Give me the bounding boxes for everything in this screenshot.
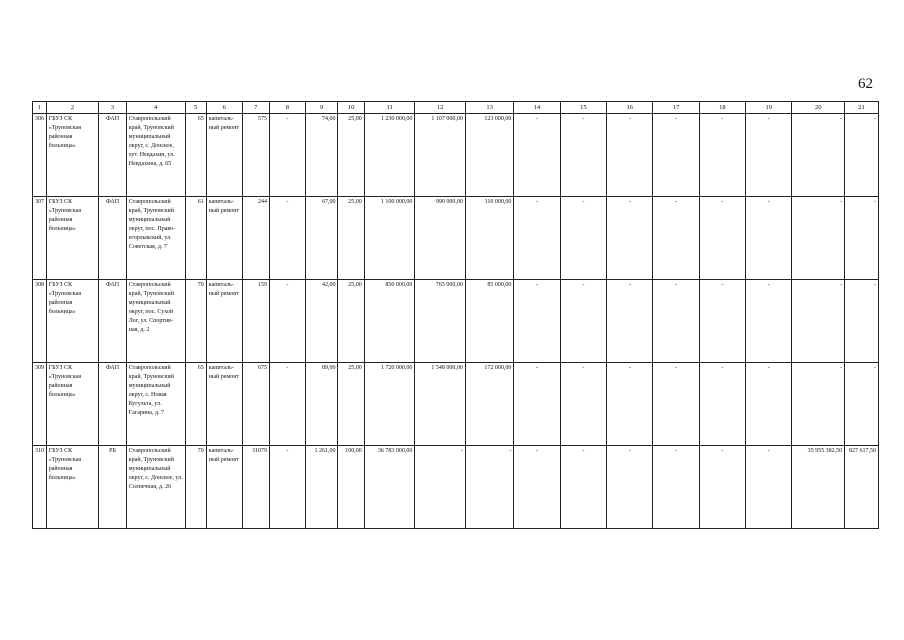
column-header: 6 xyxy=(206,102,242,114)
table-cell: - xyxy=(560,114,606,197)
table-cell: ФАП xyxy=(99,197,126,280)
table-cell: - xyxy=(699,363,745,446)
table-cell: - xyxy=(699,280,745,363)
table-cell: ФАП xyxy=(99,114,126,197)
table-cell: - xyxy=(514,197,560,280)
table-cell: - xyxy=(653,114,699,197)
table-cell: 310 xyxy=(33,446,47,529)
table-row xyxy=(33,280,879,363)
table-cell: - xyxy=(514,114,560,197)
table-cell: 765 000,00 xyxy=(415,280,466,363)
table-cell: - xyxy=(560,446,606,529)
column-header: 20 xyxy=(792,102,845,114)
table-row xyxy=(33,363,879,446)
table-cell: 70 xyxy=(185,280,206,363)
table-cell: - xyxy=(607,114,653,197)
table-cell: - xyxy=(792,197,845,280)
table-cell: - xyxy=(560,197,606,280)
column-header: 15 xyxy=(560,102,606,114)
table-cell: 65 xyxy=(185,363,206,446)
table-cell: - xyxy=(845,363,879,446)
column-header: 9 xyxy=(305,102,338,114)
table-cell: 850 000,00 xyxy=(364,280,415,363)
table-cell: - xyxy=(792,280,845,363)
table-cell: Ставропольский край, Труновский муниципальный округ, с. Новая Кугульта, ул. Гагарина, д. 7 xyxy=(126,363,185,446)
table-cell: - xyxy=(270,280,306,363)
table-cell: 308 xyxy=(33,280,47,363)
table-cell: - xyxy=(514,280,560,363)
table-cell: Ставропольский край, Труновский муниципальный округ, пос. Право-егорлыкский, ул. Советская, д. 7 xyxy=(126,197,185,280)
table-cell: 990 000,00 xyxy=(415,197,466,280)
table-cell: - xyxy=(699,446,745,529)
table-cell: 85 000,00 xyxy=(465,280,513,363)
table-cell: 70 xyxy=(185,446,206,529)
column-header: 5 xyxy=(185,102,206,114)
table-cell: 31079 xyxy=(242,446,269,529)
table-cell: - xyxy=(746,114,792,197)
table-cell: 25,00 xyxy=(338,114,364,197)
table-cell: капиталь-ный ремонт xyxy=(206,197,242,280)
column-header: 16 xyxy=(607,102,653,114)
table-cell: ГБУЗ СК «Труновская районная больница» xyxy=(46,446,99,529)
table-cell: ГБУЗ СК «Труновская районная больница» xyxy=(46,363,99,446)
table-cell: 65 xyxy=(185,114,206,197)
column-header: 10 xyxy=(338,102,364,114)
table-cell: - xyxy=(270,114,306,197)
table-cell: 827 617,50 xyxy=(845,446,879,529)
table-cell: - xyxy=(270,363,306,446)
column-header: 13 xyxy=(465,102,513,114)
table-cell: - xyxy=(607,280,653,363)
table-cell: капиталь-ный ремонт xyxy=(206,114,242,197)
table-row xyxy=(33,114,879,197)
table-cell: - xyxy=(270,446,306,529)
table-cell: - xyxy=(270,197,306,280)
column-header: 14 xyxy=(514,102,560,114)
table-cell: РБ xyxy=(99,446,126,529)
table-cell: ФАП xyxy=(99,363,126,446)
column-header: 17 xyxy=(653,102,699,114)
table-cell: 35 955 382,50 xyxy=(792,446,845,529)
page-number: 62 xyxy=(858,76,873,92)
table-cell: - xyxy=(845,197,879,280)
table-row xyxy=(33,446,879,529)
header-row xyxy=(33,102,879,114)
column-header: 7 xyxy=(242,102,269,114)
table-cell: - xyxy=(514,446,560,529)
table-cell: 67,00 xyxy=(305,197,338,280)
table-cell: 1 548 000,00 xyxy=(415,363,466,446)
table-cell: 100,00 xyxy=(338,446,364,529)
table-cell: - xyxy=(845,280,879,363)
table-cell: - xyxy=(699,197,745,280)
column-header: 19 xyxy=(746,102,792,114)
table-cell: - xyxy=(845,114,879,197)
table-cell: - xyxy=(514,363,560,446)
column-header: 1 xyxy=(33,102,47,114)
table-cell: 309 xyxy=(33,363,47,446)
table-cell: - xyxy=(607,363,653,446)
table-cell: - xyxy=(746,197,792,280)
table-cell: 1 720 000,00 xyxy=(364,363,415,446)
table-cell: - xyxy=(792,114,845,197)
table-cell: 89,00 xyxy=(305,363,338,446)
table-cell: - xyxy=(653,363,699,446)
column-header: 11 xyxy=(364,102,415,114)
table-cell: ГБУЗ СК «Труновская районная больница» xyxy=(46,197,99,280)
table-cell: Ставропольский край, Труновский муниципальный округ, с. Донское, ул. Солнечная, д. 26 xyxy=(126,446,185,529)
table-cell: 575 xyxy=(242,114,269,197)
table-cell: 159 xyxy=(242,280,269,363)
table-cell: капиталь-ный ремонт xyxy=(206,363,242,446)
table-cell: - xyxy=(607,197,653,280)
table-cell: ГБУЗ СК «Труновская районная больница» xyxy=(46,114,99,197)
table-cell: 1 100 000,00 xyxy=(364,197,415,280)
column-header: 21 xyxy=(845,102,879,114)
table-cell: 1 230 000,00 xyxy=(364,114,415,197)
table-cell: - xyxy=(746,363,792,446)
table-cell: - xyxy=(560,363,606,446)
table-cell: 123 000,00 xyxy=(465,114,513,197)
table-cell: 1 261,00 xyxy=(305,446,338,529)
table-cell: 25,00 xyxy=(338,280,364,363)
table-cell: - xyxy=(560,280,606,363)
column-header: 3 xyxy=(99,102,126,114)
table-cell: Ставропольский край, Труновский муниципальный округ, пос. Сухой Лог, ул. Спортив-ная, д. 2 xyxy=(126,280,185,363)
table-cell: - xyxy=(746,446,792,529)
data-table xyxy=(32,101,879,529)
table-cell: 244 xyxy=(242,197,269,280)
table-cell: 172 000,00 xyxy=(465,363,513,446)
table-cell: 25,00 xyxy=(338,197,364,280)
table-cell: 74,00 xyxy=(305,114,338,197)
table-cell: Ставропольский край, Труновский муниципальный округ, с. Донское, хут. Невдахин, ул. Невдахина, д. 65 xyxy=(126,114,185,197)
column-header: 8 xyxy=(270,102,306,114)
table-cell: - xyxy=(465,446,513,529)
table-cell: - xyxy=(653,197,699,280)
table-cell: - xyxy=(699,114,745,197)
table-cell: ФАП xyxy=(99,280,126,363)
table-cell: - xyxy=(653,280,699,363)
table-cell: 25,00 xyxy=(338,363,364,446)
table-cell: 306 xyxy=(33,114,47,197)
table-cell: 42,00 xyxy=(305,280,338,363)
table-cell: 675 xyxy=(242,363,269,446)
table-row xyxy=(33,197,879,280)
column-header: 2 xyxy=(46,102,99,114)
table-cell: капиталь-ный ремонт xyxy=(206,446,242,529)
table-cell: 307 xyxy=(33,197,47,280)
table-cell: - xyxy=(653,446,699,529)
table-cell: - xyxy=(607,446,653,529)
table-cell: 1 107 000,00 xyxy=(415,114,466,197)
column-header: 18 xyxy=(699,102,745,114)
table-cell: ГБУЗ СК «Труновская районная больница» xyxy=(46,280,99,363)
table-cell: - xyxy=(746,280,792,363)
column-header: 12 xyxy=(415,102,466,114)
table-cell: - xyxy=(792,363,845,446)
table-cell: капиталь-ный ремонт xyxy=(206,280,242,363)
table-cell: 36 783 000,00 xyxy=(364,446,415,529)
table-cell: - xyxy=(415,446,466,529)
table-cell: 61 xyxy=(185,197,206,280)
column-header: 4 xyxy=(126,102,185,114)
table-cell: 110 000,00 xyxy=(465,197,513,280)
